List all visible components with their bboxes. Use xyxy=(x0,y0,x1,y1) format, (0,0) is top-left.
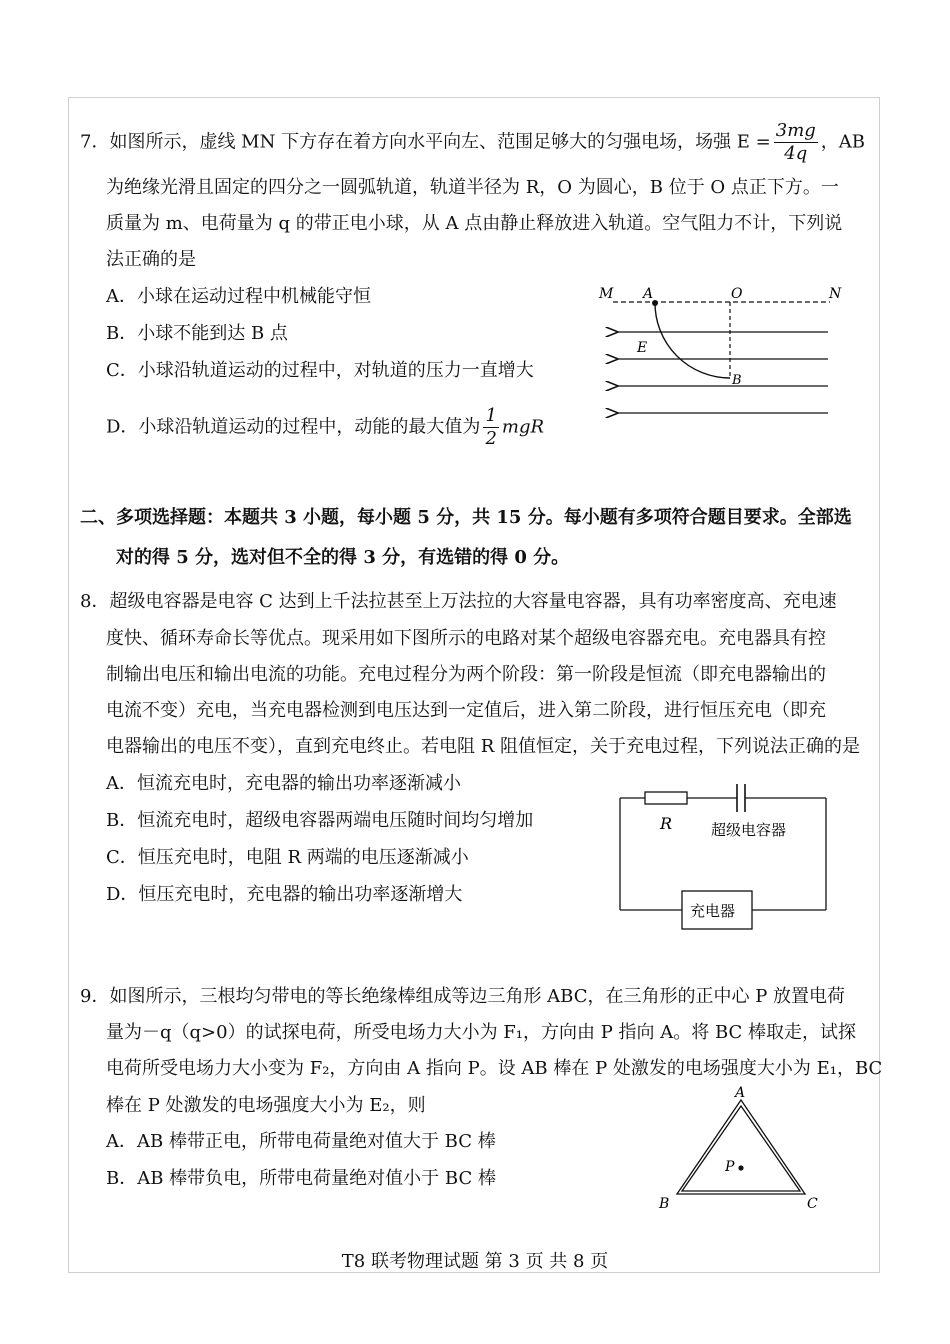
q7-line1 xyxy=(80,120,865,165)
q7-option-d[interactable]: D．小球沿轨道运动的过程中，动能的最大值为 $\frac{1}{2}$ mgR xyxy=(106,405,545,449)
label-e: E xyxy=(637,340,648,356)
q8-line4: 电流不变）充电，当充电器检测到电压达到一定值后，进入第二阶段，进行恒压充电（即充 xyxy=(106,700,826,721)
label-n: N xyxy=(829,286,842,302)
section2-line1: 二、多项选择题：本题共 3 小题，每小题 5 分，共 15 分。每小题有多项符合题目要求。全部选 xyxy=(80,507,852,528)
q7-option-c[interactable]: C．小球沿轨道运动的过程中，对轨道的压力一直增大 xyxy=(106,360,534,381)
q7-line3: 质量为 m、电荷量为 q 的带正电小球，从 A 点由静止释放进入轨道。空气阻力不计，下列说 xyxy=(106,213,843,234)
resistor-r xyxy=(645,792,687,804)
q7-line2: 为绝缘光滑且固定的四分之一圆弧轨道，轨道半径为 R，O 为圆心，B 位于 O 点正下方。一 xyxy=(106,177,839,198)
triangle-inner xyxy=(682,1106,800,1191)
q7-line1-text: 7．如图所示，虚线 MN 下方存在着方向水平向左、范围足够大的匀强电场，场强 E = xyxy=(80,131,771,153)
triangle-outer xyxy=(677,1100,805,1194)
center-point-p xyxy=(738,1165,743,1170)
page-footer: T8 联考物理试题 第 3 页 共 8 页 xyxy=(341,1251,609,1272)
q8-option-d[interactable]: D．恒压充电时，充电器的输出功率逐渐增大 xyxy=(106,884,463,905)
q9-option-a[interactable]: A．AB 棒带正电，所带电荷量绝对值大于 BC 棒 xyxy=(106,1131,496,1152)
quarter-arc-track xyxy=(655,302,730,378)
label-r: R xyxy=(660,814,673,833)
label-o: O xyxy=(731,286,743,302)
label-p: P xyxy=(725,1159,735,1175)
q8-circuit-diagram xyxy=(612,780,834,936)
q8-line1: 8．超级电容器是电容 C 达到上千法拉甚至上万法拉的大容量电容器，具有功率密度高、充电速 xyxy=(80,591,837,612)
q7-line1-end: ，AB xyxy=(820,131,866,153)
q7-half-fraction: $\frac{1}{2}$ xyxy=(485,405,497,449)
section2-line2: 对的得 5 分，选对但不全的得 3 分，有选错的得 0 分。 xyxy=(116,547,570,568)
q7-field-diagram xyxy=(595,282,845,422)
q9-option-b[interactable]: B．AB 棒带负电，所带电荷量绝对值小于 BC 棒 xyxy=(106,1168,496,1189)
q9-line2: 量为－q（q>0）的试探电荷，所受电场力大小为 F₁，方向由 P 指向 A。将 BC 棒取走，试探 xyxy=(106,1022,857,1043)
q9-line4: 棒在 P 处激发的电场强度大小为 E₂，则 xyxy=(106,1095,426,1116)
q9-line1: 9．如图所示，三根均匀带电的等长绝缘棒组成等边三角形 ABC，在三角形的正中心 P 放置电荷 xyxy=(80,986,846,1007)
q7-option-b[interactable]: B．小球不能到达 B 点 xyxy=(106,323,288,344)
q8-line2: 度快、循环寿命长等优点。现采用如下图所示的电路对某个超级电容器充电。充电器具有控 xyxy=(106,628,826,649)
q7-option-a[interactable]: A．小球在运动过程中机械能守恒 xyxy=(106,286,371,307)
label-b: B xyxy=(732,373,742,388)
label-c: C xyxy=(807,1196,818,1212)
label-charger: 充电器 xyxy=(690,902,736,920)
q9-line3: 电荷所受电场力大小变为 F₂，方向由 A 指向 P。设 AB 棒在 P 处激发的电场强度大小为 E₁，BC xyxy=(106,1058,883,1079)
q7-field-fraction: $\frac{3mg}{4q}$ xyxy=(775,120,816,164)
q8-option-a[interactable]: A．恒流充电时，充电器的输出功率逐渐减小 xyxy=(106,773,461,794)
q9-triangle-diagram xyxy=(655,1082,830,1214)
q7-line4: 法正确的是 xyxy=(106,249,196,270)
q8-option-c[interactable]: C．恒压充电时，电阻 R 两端的电压逐渐减小 xyxy=(106,847,469,868)
q8-line3: 制输出电压和输出电流的功能。充电过程分为两个阶段：第一阶段是恒流（即充电器输出的 xyxy=(106,664,826,685)
label-a: A xyxy=(735,1085,746,1101)
label-b: B xyxy=(659,1196,670,1212)
q8-line5: 电器输出的电压不变），直到充电终止。若电阻 R 阻值恒定，关于充电过程，下列说法正确的是 xyxy=(106,736,860,757)
label-supercapacitor: 超级电容器 xyxy=(711,821,787,839)
label-m: M xyxy=(599,286,614,302)
q8-option-b[interactable]: B．恒流充电时，超级电容器两端电压随时间均匀增加 xyxy=(106,810,534,831)
label-a: A xyxy=(643,286,654,302)
